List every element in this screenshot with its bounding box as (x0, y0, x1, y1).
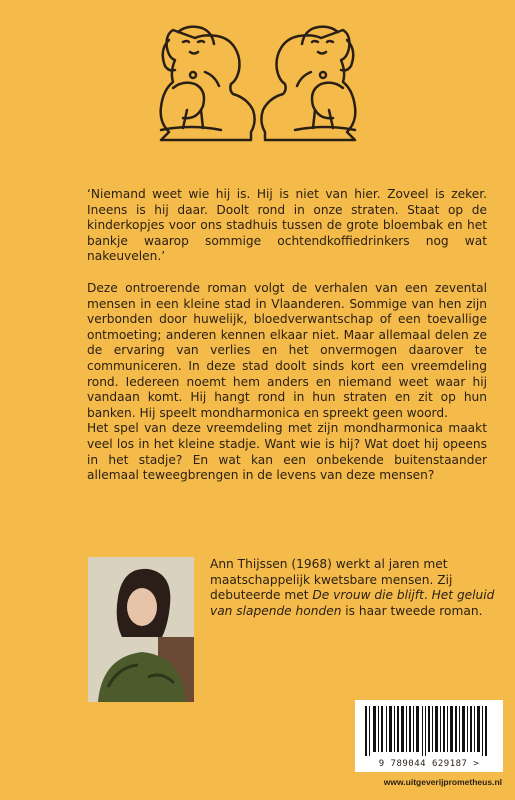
author-portrait-icon (88, 557, 194, 702)
bio-title-1: De vrouw die blijft (312, 588, 424, 603)
bio-text-end: is haar tweede roman. (341, 603, 483, 618)
blurb (87, 281, 487, 484)
author-photo (88, 557, 194, 702)
left-dog-icon (161, 27, 255, 140)
bio-title-2: Het geluid van slapende honden (210, 588, 495, 618)
right-dog-icon (261, 27, 355, 140)
quote-paragraph (87, 187, 487, 265)
bio-text-1: Ann Thijssen (1968) werkt al jaren met maatschappelijk kwetsbare mensen. Zij debuteerde met (210, 557, 453, 603)
quote-text: ‘Niemand weet wie hij is. Hij is niet van hier. Zoveel is zeker. Ineens is hij daar. Doolt rond in onze straten. Staat op de kinderkopjes voor ons stadhuis tussen de grote bloembak en het bankje waarop sommige ochtendkoffiedrinkers nog wat nakeuvelen.’ (87, 187, 487, 264)
blurb-paragraph-1: Deze ontroerende roman volgt de verhalen van een zevental mensen in een kleine stad in Vlaanderen. Sommige van hen zijn verbonden door huwelijk, bloedverwantschap of een toevallige ontmoeting; anderen kennen elkaar niet. Maar allemaal delen ze de ervaring van verlies en het onvermogen daarover te communiceren. In deze stad doolt sinds kort een vreemdeling rond. Iedereen noemt hem anders en niemand weet waar hij vandaan komt. Hij hangt rond in hun straten en zit op hun banken. Hij speelt mondharmonica en spreekt geen woord. (87, 281, 487, 420)
publisher-website[interactable]: www.uitgeverijprometheus.nl (383, 777, 502, 787)
bio-text-mid: . (423, 588, 432, 603)
author-bio (210, 557, 495, 619)
isbn-number: 9 789044 629187 > (378, 759, 480, 769)
isbn-barcode (355, 700, 503, 772)
staffordshire-dogs-illustration (143, 10, 373, 160)
blurb-paragraph-2: Het spel van deze vreemdeling met zijn mondharmonica maakt veel los in het kleine stadje. Want wie is hij? Wat doet hij opeens in het stadje? En wat kan een onbekende buitenstaander allemaal teweegbrengen in de levens van deze mensen? (87, 421, 487, 483)
barcode-icon (355, 700, 503, 758)
